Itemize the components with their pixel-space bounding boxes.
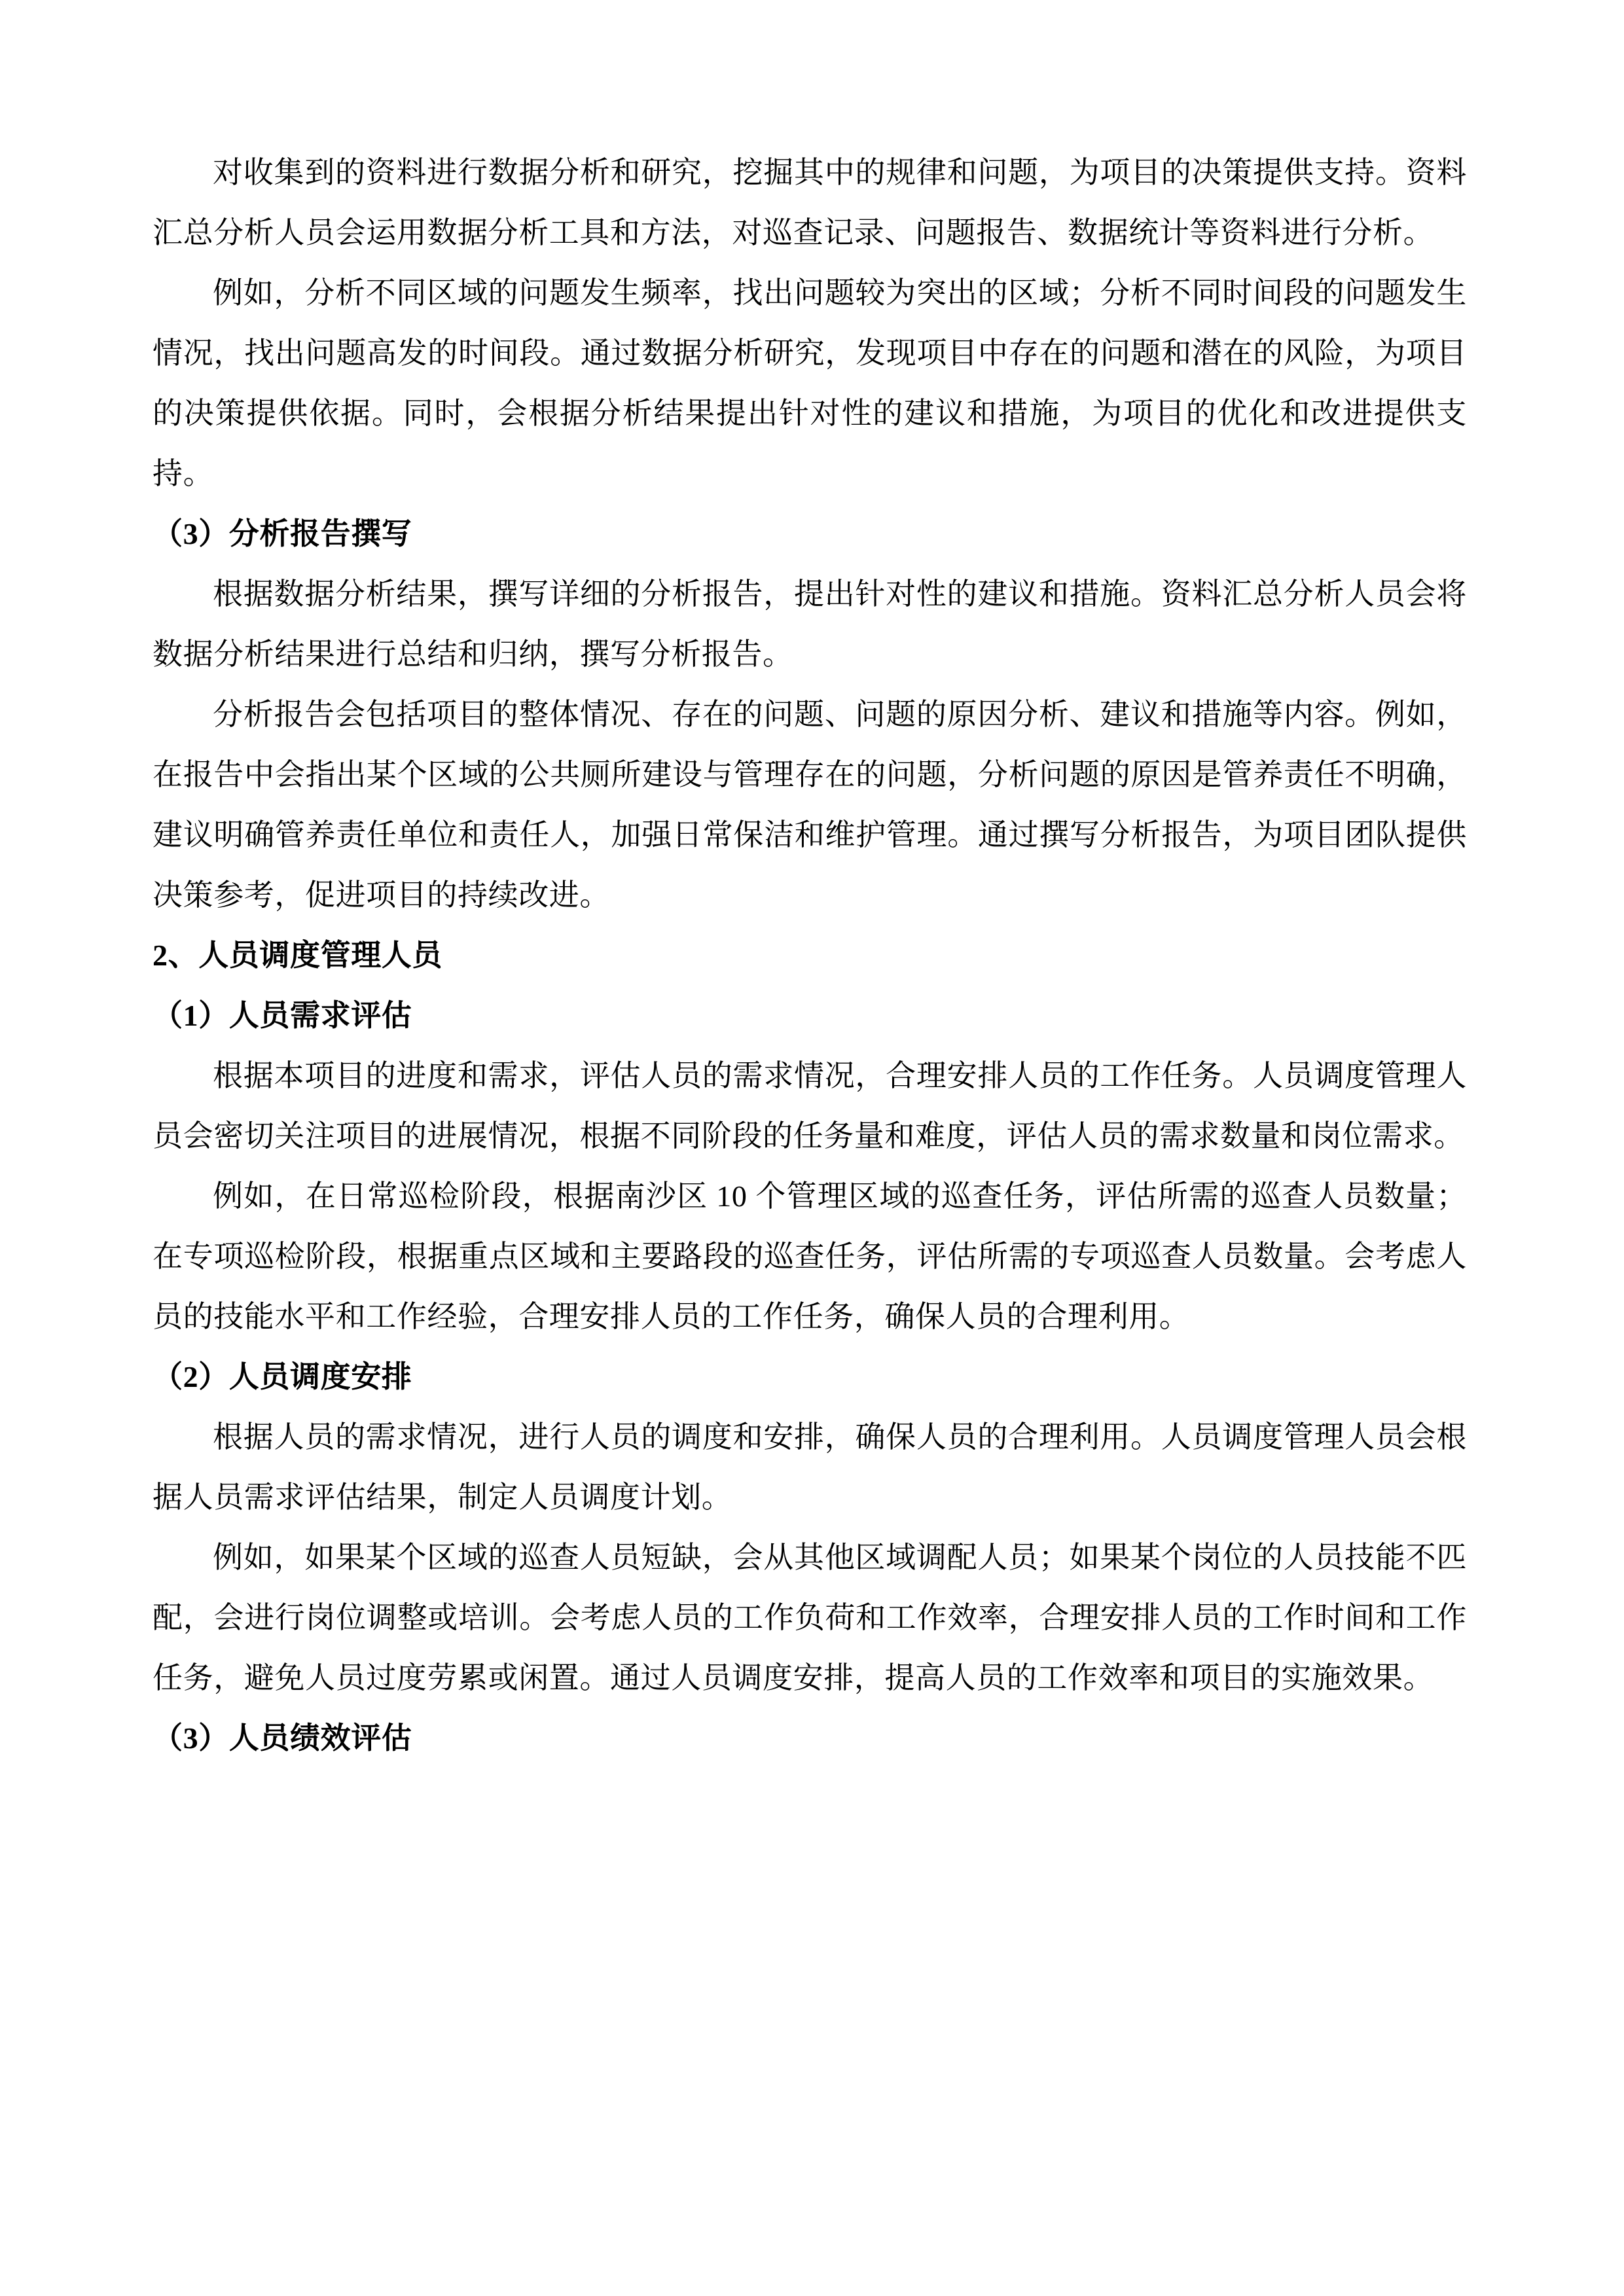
paragraph-dispatch-plan: 根据人员的需求情况，进行人员的调度和安排，确保人员的合理利用。人员调度管理人员会根据人员需求评估结果，制定人员调度计划。 bbox=[153, 1420, 1467, 1514]
paragraph-write-detailed-report: 根据数据分析结果，撰写详细的分析报告，提出针对性的建议和措施。资料汇总分析人员会将数据分析结果进行总结和归纳，撰写分析报告。 bbox=[153, 577, 1467, 671]
paragraph-example-shortage-transfer: 例如，如果某个区域的巡查人员短缺，会从其他区域调配人员；如果某个岗位的人员技能不匹配，会进行岗位调整或培训。会考虑人员的工作负荷和工作效率，合理安排人员的工作时间和工作任务，避免人员过度劳累或闲置。通过人员调度安排，提高人员的工作效率和项目的实施效果。 bbox=[153, 1541, 1467, 1695]
paragraph-example-nansha-ten-areas: 例如，在日常巡检阶段，根据南沙区 10 个管理区域的巡查任务，评估所需的巡查人员数量；在专项巡检阶段，根据重点区域和主要路段的巡查任务，评估所需的专项巡查人员数量。会考虑人员的技能水平和工作经验，合理安排人员的工作任务，确保人员的合理利用。 bbox=[153, 1179, 1467, 1333]
heading-personnel-dispatch-arrangement: （2）人员调度安排 bbox=[153, 1360, 412, 1393]
document-body bbox=[153, 143, 1467, 1768]
paragraph-example-regional-frequency: 例如，分析不同区域的问题发生频率，找出问题较为突出的区域；分析不同时间段的问题发生情况，找出问题高发的时间段。通过数据分析研究，发现项目中存在的问题和潜在的风险，为项目的决策提供依据。同时，会根据分析结果提出针对性的建议和措施，为项目的优化和改进提供支持。 bbox=[153, 276, 1467, 490]
paragraph-assess-demand-by-progress: 根据本项目的进度和需求，评估人员的需求情况，合理安排人员的工作任务。人员调度管理人员会密切关注项目的进展情况，根据不同阶段的任务量和难度，评估人员的需求数量和岗位需求。 bbox=[153, 1059, 1467, 1153]
paragraph-data-analysis-research: 对收集到的资料进行数据分析和研究，挖掘其中的规律和问题，为项目的决策提供支持。资料汇总分析人员会运用数据分析工具和方法，对巡查记录、问题报告、数据统计等资料进行分析。 bbox=[153, 156, 1467, 249]
heading-analysis-report-writing: （3）分析报告撰写 bbox=[153, 517, 412, 550]
heading-personnel-demand-assessment: （1）人员需求评估 bbox=[153, 999, 412, 1032]
heading-personnel-dispatch-management: 2、人员调度管理人员 bbox=[153, 939, 442, 972]
paragraph-report-contents-example: 分析报告会包括项目的整体情况、存在的问题、问题的原因分析、建议和措施等内容。例如，在报告中会指出某个区域的公共厕所建设与管理存在的问题，分析问题的原因是管养责任不明确，建议明确管养责任单位和责任人，加强日常保洁和维护管理。通过撰写分析报告，为项目团队提供决策参考，促进项目的持续改进。 bbox=[153, 698, 1467, 912]
heading-personnel-performance-evaluation: （3）人员绩效评估 bbox=[153, 1721, 412, 1755]
